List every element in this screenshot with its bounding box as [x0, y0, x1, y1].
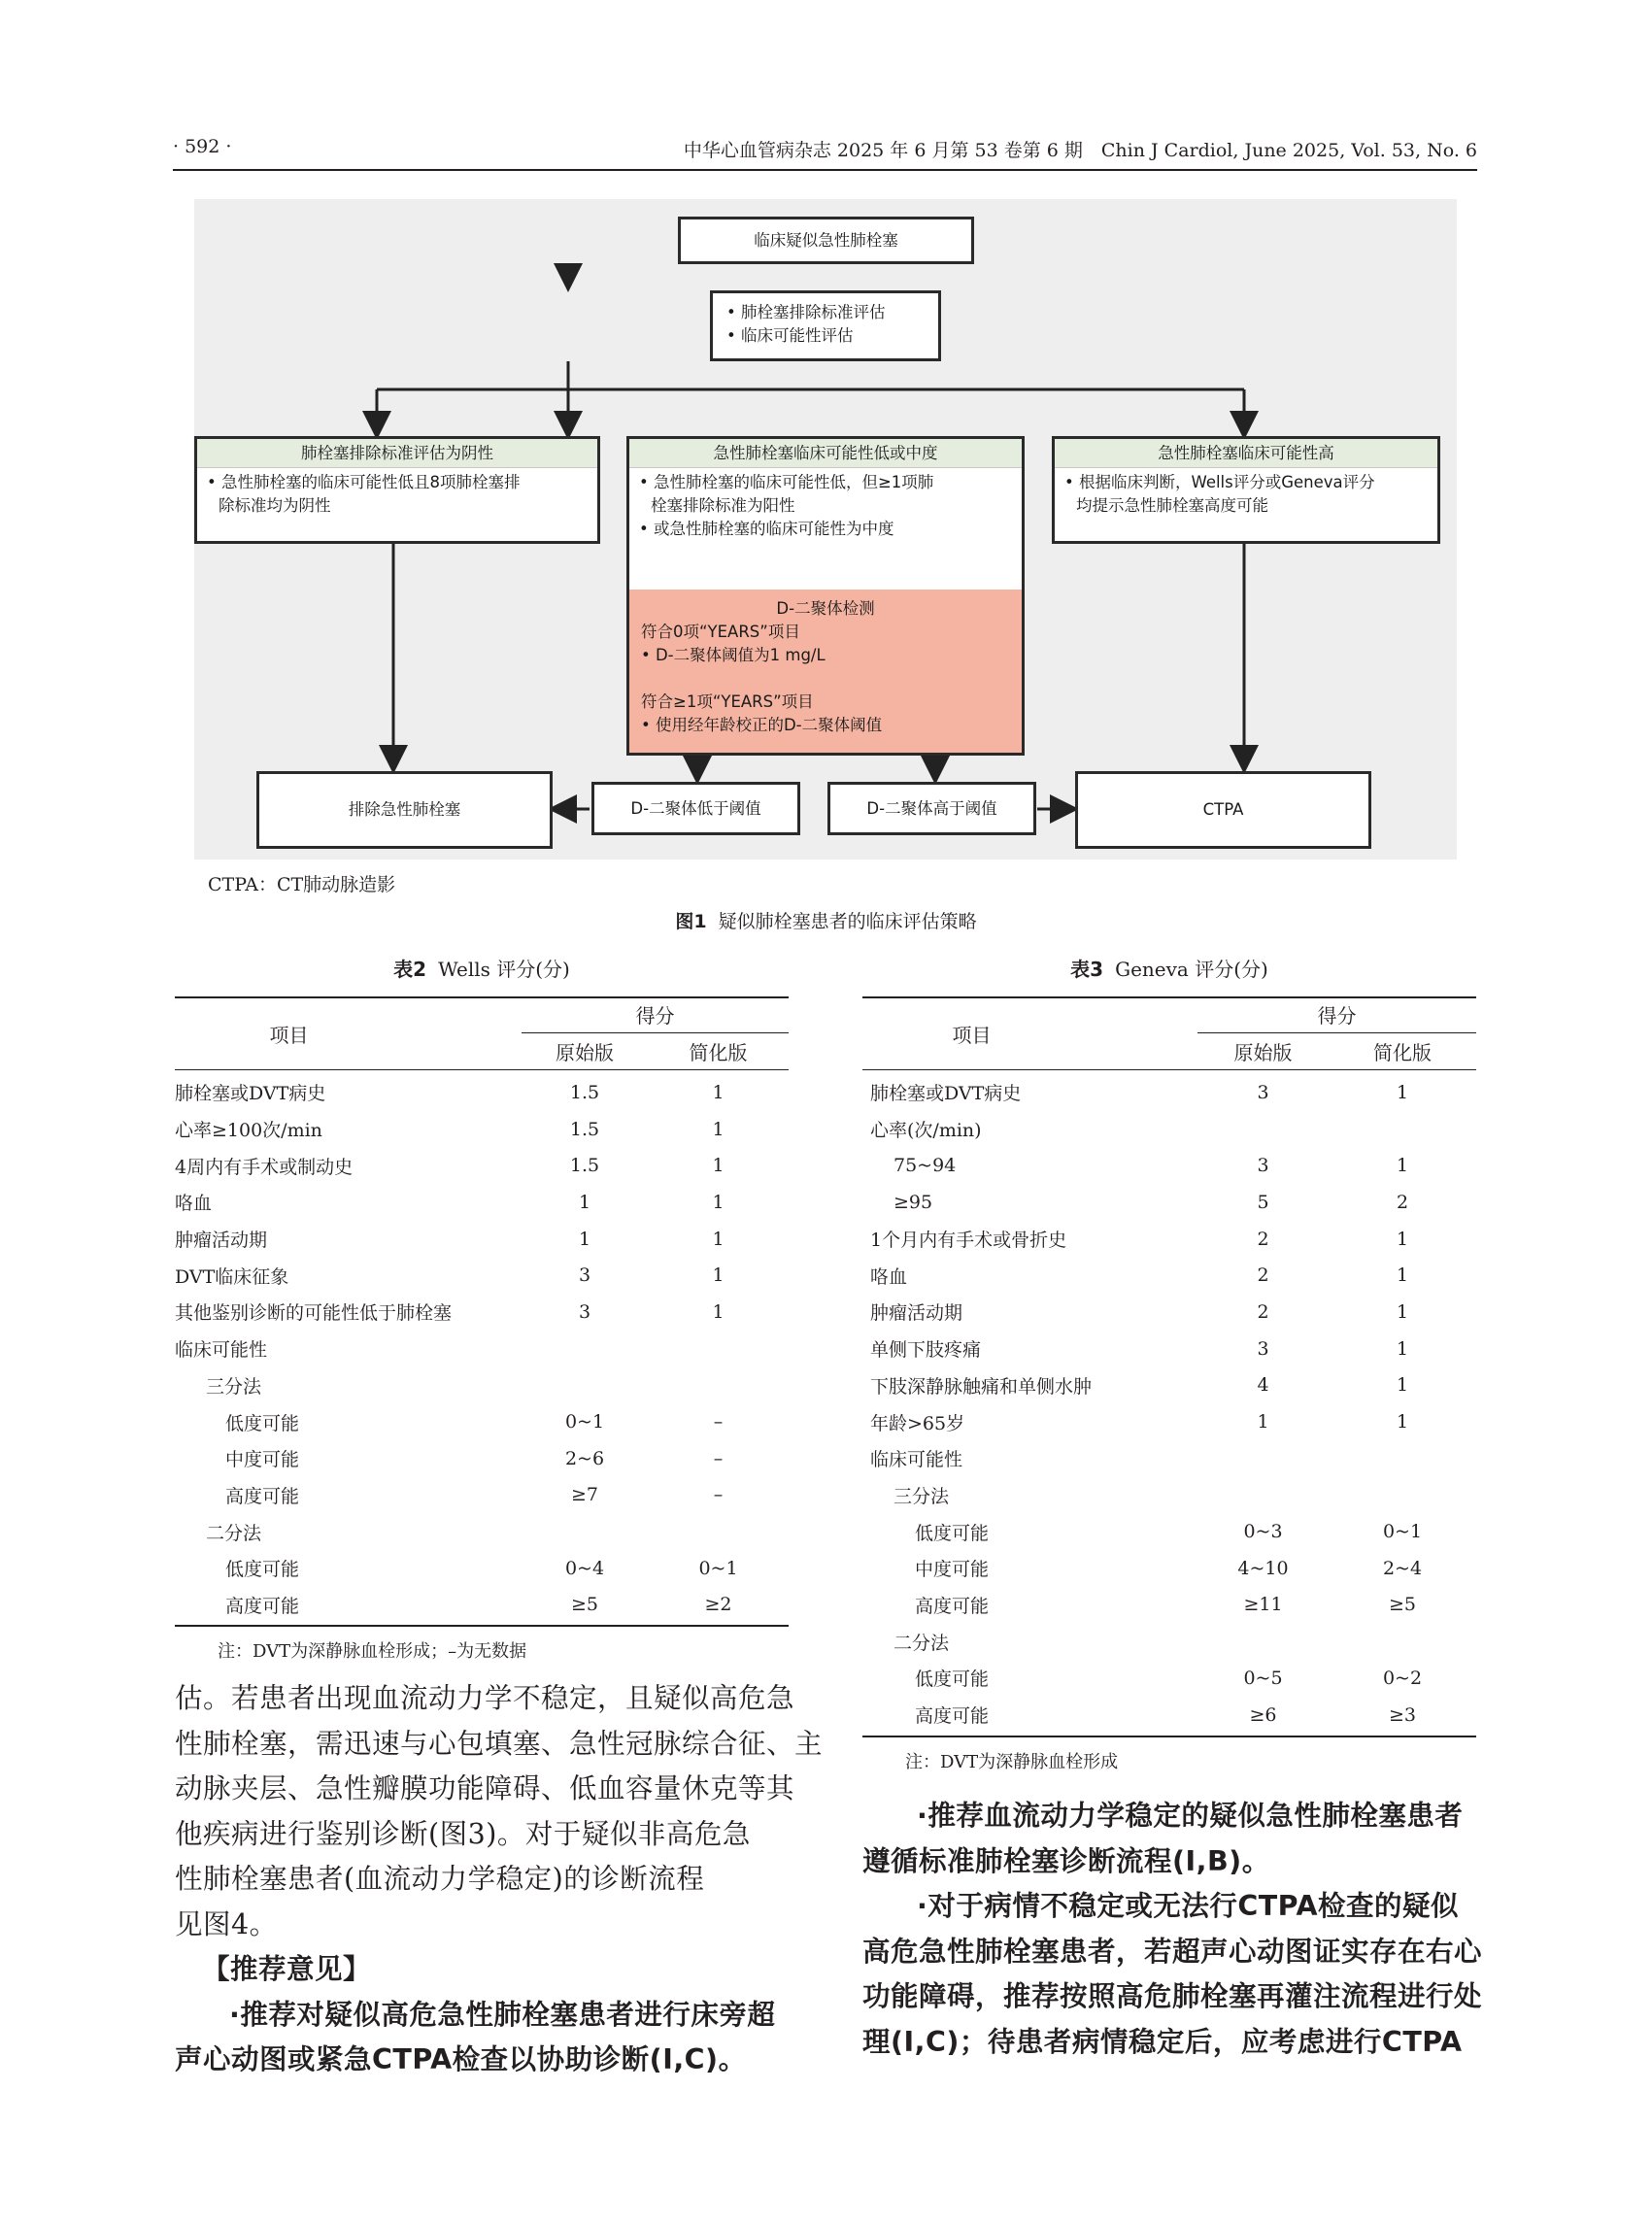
original-score: 2: [1257, 1300, 1269, 1323]
table-row: [870, 1294, 1476, 1331]
geneva-score-table: [870, 1074, 1476, 1733]
body-line: 性肺栓塞，需迅速与心包填塞、急性冠脉综合征、主: [175, 1727, 824, 1760]
table3-note: 注：DVT为深静脉血栓形成: [905, 1752, 1119, 1772]
row-label: 三分法: [893, 1485, 950, 1507]
simplified-score: [648, 1367, 789, 1404]
simplified-score: [1329, 1623, 1476, 1660]
original-score: ≥6: [1249, 1703, 1277, 1726]
body-line: 动脉夹层、急性瓣膜功能障碍、低血容量休克等其: [175, 1772, 795, 1804]
row-label: 高度可能: [915, 1705, 990, 1728]
simplified-score: –: [713, 1447, 724, 1469]
table-row: [175, 1367, 789, 1404]
row-label: 低度可能: [915, 1522, 990, 1544]
row-label: 高度可能: [915, 1595, 990, 1617]
row-label: 4周内有手术或制动史: [175, 1156, 354, 1178]
flowchart-figure: [194, 199, 1457, 860]
figure-caption: [0, 907, 1652, 933]
journal-info: 中华心血管病杂志 2025 年 6 月第 53 卷第 6 期 Chin J Cardiol, June 2025, Vol. 53, No. 6: [683, 140, 1477, 161]
row-label: 心率(次/min): [870, 1120, 982, 1142]
low-moderate-box: [626, 436, 1025, 756]
original-score: 3: [1257, 1155, 1269, 1177]
row-label: 肿瘤活动期: [870, 1302, 963, 1325]
low-moderate-line: • 急性肺栓塞的临床可能性低，但≥1项肺: [639, 473, 934, 491]
original-score: 1.5: [569, 1118, 600, 1140]
recommendation-line: 功能障碍，推荐按照高危肺栓塞再灌注流程进行处: [862, 1980, 1483, 2012]
table2-note: 注：DVT为深静脉血栓形成；–为无数据: [218, 1641, 527, 1662]
table-row: [175, 1221, 789, 1258]
recommendation-line: ·推荐血流动力学稳定的疑似急性肺栓塞患者: [917, 1800, 1464, 1832]
row-label: 高度可能: [225, 1595, 300, 1617]
simplified-score: –: [713, 1484, 724, 1506]
exclude-pe-label: 排除急性肺栓塞: [348, 800, 461, 819]
original-score: [1197, 1111, 1329, 1148]
recommendation-line: 遵循标准肺栓塞诊断流程(Ⅰ,B)。: [862, 1844, 1270, 1877]
simplified-score: 1: [712, 1264, 725, 1287]
table3-bottom-rule: [862, 1736, 1476, 1737]
simplified-score: 1: [1396, 1374, 1409, 1397]
row-label: 75~94: [893, 1155, 957, 1177]
evaluation-line: • 肺栓塞排除标准评估: [726, 303, 886, 321]
evaluation-box: [710, 290, 941, 361]
recommendation-line: ·对于病情不稳定或无法行CTPA检查的疑似: [917, 1890, 1460, 1922]
original-score: 1.5: [569, 1155, 600, 1177]
figure-note: CTPA：CT肺动脉造影: [208, 874, 396, 895]
original-score: 3: [1257, 1081, 1269, 1103]
row-label: 临床可能性: [175, 1339, 268, 1362]
perc-negative-box: [194, 436, 600, 544]
table-row: [870, 1147, 1476, 1184]
simplified-score: ≥3: [1388, 1703, 1416, 1726]
body-line: 性肺栓塞患者(血流动力学稳定)的诊断流程: [175, 1863, 705, 1895]
low-moderate-line: • 或急性肺栓塞的临床可能性为中度: [639, 520, 894, 538]
page-number: · 592 ·: [173, 136, 232, 157]
row-label: 低度可能: [225, 1412, 300, 1434]
table-row: [870, 1513, 1476, 1550]
table-row: [870, 1660, 1476, 1697]
simplified-score: [648, 1331, 789, 1367]
simplified-score: –: [713, 1411, 724, 1433]
table-row: [175, 1477, 789, 1514]
original-score: ≥11: [1243, 1594, 1283, 1616]
row-label: DVT临床征象: [175, 1265, 289, 1288]
row-label: 下肢深静脉触痛和单侧水肿: [870, 1375, 1093, 1398]
original-score: 0~4: [564, 1557, 605, 1579]
original-score: 5: [1257, 1191, 1269, 1213]
d-dimer-low-label: D-二聚体低于阈值: [630, 798, 761, 818]
high-probability-line: 均提示急性肺栓塞高度可能: [1076, 496, 1268, 515]
original-score: 1: [1257, 1411, 1269, 1433]
row-label: 高度可能: [225, 1485, 300, 1507]
table-row: [870, 1257, 1476, 1294]
row-label: 肿瘤活动期: [175, 1230, 268, 1252]
original-score: [1197, 1623, 1329, 1660]
simplified-score: 2~4: [1382, 1557, 1423, 1579]
ctpa-box: [1075, 771, 1371, 849]
figure-caption-text: 疑似肺栓塞患者的临床评估策略: [718, 911, 977, 932]
original-score: ≥5: [570, 1594, 598, 1616]
simplified-score: 1: [712, 1118, 725, 1140]
simplified-score: 1: [1396, 1300, 1409, 1323]
page-header: [173, 132, 1477, 171]
table3-original-header: 原始版: [1233, 1041, 1293, 1064]
table-row: [175, 1587, 789, 1624]
original-score: 3: [1257, 1337, 1269, 1360]
original-score: [522, 1367, 648, 1404]
table-row: [175, 1294, 789, 1331]
table-row: [870, 1623, 1476, 1660]
original-score: ≥7: [570, 1484, 598, 1506]
high-probability-line: • 根据临床判断，Wells评分或Geneva评分: [1064, 473, 1375, 491]
table2-item-header: 项目: [269, 1024, 309, 1047]
simplified-score: 1: [1396, 1228, 1409, 1250]
simplified-score: 1: [712, 1191, 725, 1213]
table-row: [870, 1111, 1476, 1148]
table-row: [870, 1331, 1476, 1367]
table-row: [870, 1367, 1476, 1404]
right-body-text: [862, 1794, 1482, 2065]
suspected-pe-box: [678, 217, 974, 264]
row-label: 年龄>65岁: [870, 1412, 965, 1434]
table2-score-rule: [522, 1032, 789, 1033]
table3-item-header: 项目: [952, 1024, 992, 1047]
wells-score-table: [175, 1074, 789, 1623]
original-score: [522, 1331, 648, 1367]
table3-score-rule: [1197, 1032, 1476, 1033]
simplified-score: 1: [1396, 1264, 1409, 1287]
table-row: [175, 1147, 789, 1184]
row-label: 中度可能: [225, 1449, 300, 1471]
table-row: [870, 1550, 1476, 1587]
original-score: 4~10: [1237, 1557, 1289, 1579]
simplified-score: 0~1: [1382, 1521, 1423, 1543]
table-row: [870, 1697, 1476, 1734]
table2-simplified-header: 简化版: [689, 1041, 748, 1064]
row-label: 心率≥100次/min: [175, 1120, 322, 1142]
simplified-score: [1329, 1440, 1476, 1477]
table-row: [175, 1184, 789, 1221]
table-row: [175, 1074, 789, 1111]
d-dimer-line: 符合≥1项“YEARS”项目: [641, 692, 814, 711]
evaluation-line: • 临床可能性评估: [726, 326, 854, 345]
ctpa-label: CTPA: [1202, 800, 1244, 819]
row-label: 咯血: [870, 1265, 908, 1288]
original-score: 2: [1257, 1264, 1269, 1287]
simplified-score: ≥2: [704, 1594, 732, 1616]
d-dimer-high-label: D-二聚体高于阈值: [866, 798, 997, 818]
table2-score-header: 得分: [635, 1004, 675, 1028]
row-label: 肺栓塞或DVT病史: [175, 1083, 326, 1105]
simplified-score: 1: [1396, 1081, 1409, 1103]
row-label: 三分法: [206, 1375, 262, 1398]
simplified-score: 0~2: [1382, 1667, 1423, 1689]
recommendation-line: ·推荐对疑似高危急性肺栓塞患者进行床旁超: [229, 1998, 776, 2031]
table3-header-rule: [862, 1069, 1476, 1070]
high-probability-box: [1052, 436, 1440, 544]
original-score: [1197, 1440, 1329, 1477]
suspected-pe-label: 临床疑似急性肺栓塞: [754, 230, 898, 250]
table-row: [870, 1587, 1476, 1624]
row-label: 低度可能: [225, 1559, 300, 1581]
d-dimer-low-box: [591, 782, 800, 835]
table-row: [175, 1403, 789, 1440]
table-row: [870, 1403, 1476, 1440]
left-body-text: [175, 1676, 823, 2083]
simplified-score: [648, 1513, 789, 1550]
table3-top-rule: [862, 996, 1476, 998]
simplified-score: [1329, 1111, 1476, 1148]
table-row: [870, 1477, 1476, 1514]
row-label: 肺栓塞或DVT病史: [870, 1083, 1022, 1105]
table3-title: [862, 954, 1476, 982]
recommendation-line: 声心动图或紧急CTPA检查以协助诊断(Ⅰ,C)。: [175, 2043, 747, 2075]
perc-negative-line: • 急性肺栓塞的临床可能性低且8项肺栓塞排: [207, 473, 521, 491]
original-score: 1.5: [569, 1081, 600, 1103]
simplified-score: 1: [1396, 1155, 1409, 1177]
row-label: 二分法: [893, 1632, 950, 1654]
table-row: [175, 1440, 789, 1477]
d-dimer-test-box: [629, 590, 1022, 753]
simplified-score: 1: [712, 1155, 725, 1177]
original-score: 2~6: [564, 1447, 605, 1469]
original-score: 0~3: [1243, 1521, 1283, 1543]
table-row: [870, 1184, 1476, 1221]
perc-negative-line: 除标准均为阴性: [219, 496, 331, 515]
simplified-score: 1: [712, 1300, 725, 1323]
simplified-score: 0~1: [698, 1557, 738, 1579]
table2-top-rule: [175, 996, 789, 998]
row-label: 二分法: [206, 1522, 262, 1544]
d-dimer-line: • D-二聚体阈值为1 mg/L: [641, 646, 826, 664]
original-score: 3: [578, 1264, 591, 1287]
row-label: 其他鉴别诊断的可能性低于肺栓塞: [175, 1302, 453, 1325]
original-score: [522, 1513, 648, 1550]
low-moderate-line: 栓塞排除标准为阳性: [651, 496, 795, 515]
row-label: 低度可能: [915, 1669, 990, 1691]
table-row: [175, 1550, 789, 1587]
row-label: 临床可能性: [870, 1449, 963, 1471]
simplified-score: 1: [712, 1228, 725, 1250]
row-label: 1个月内有手术或骨折史: [870, 1230, 1067, 1252]
recommendation-heading: 【推荐意见】: [202, 1953, 372, 1985]
table-row: [175, 1111, 789, 1148]
table2-bottom-rule: [175, 1625, 789, 1627]
original-score: [1197, 1477, 1329, 1514]
original-score: 0~1: [564, 1411, 605, 1433]
table3-title-text: Geneva 评分(分): [1115, 958, 1268, 981]
perc-negative-title: 肺栓塞排除标准评估为阴性: [197, 439, 597, 468]
table2-title: [175, 954, 789, 982]
high-probability-title: 急性肺栓塞临床可能性高: [1055, 439, 1437, 468]
original-score: 1: [578, 1191, 591, 1213]
row-label: 中度可能: [915, 1559, 990, 1581]
recommendation-line: 高危急性肺栓塞患者，若超声心动图证实存在右心: [862, 1935, 1483, 1968]
simplified-score: 2: [1396, 1191, 1409, 1213]
table-row: [175, 1257, 789, 1294]
d-dimer-line: • 使用经年龄校正的D-二聚体阈值: [641, 716, 883, 734]
table3-simplified-header: 简化版: [1373, 1041, 1432, 1064]
simplified-score: ≥5: [1388, 1594, 1416, 1616]
original-score: 3: [578, 1300, 591, 1323]
table-row: [175, 1513, 789, 1550]
figure-label: 图1: [675, 911, 707, 932]
body-line: 他疾病进行鉴别诊断(图3)。对于疑似非高危急: [175, 1817, 751, 1850]
row-label: ≥95: [893, 1191, 933, 1213]
table-row: [175, 1331, 789, 1367]
d-dimer-line: 符合0项“YEARS”项目: [641, 623, 800, 641]
table-row: [870, 1440, 1476, 1477]
original-score: 4: [1257, 1374, 1269, 1397]
original-score: 1: [578, 1228, 591, 1250]
simplified-score: 1: [712, 1081, 725, 1103]
table2-title-text: Wells 评分(分): [438, 958, 570, 981]
body-line: 估。若患者出现血流动力学不稳定，且疑似高危急: [175, 1682, 795, 1714]
table-row: [870, 1074, 1476, 1111]
exclude-pe-box: [256, 771, 553, 849]
table2-label: 表2: [393, 958, 427, 981]
table2-header-rule: [175, 1069, 789, 1070]
d-dimer-high-box: [827, 782, 1036, 835]
simplified-score: [1329, 1477, 1476, 1514]
recommendation-line: 理(Ⅰ,C)；待患者病情稳定后，应考虑进行CTPA: [862, 2025, 1463, 2058]
d-dimer-title: D-二聚体检测: [776, 599, 875, 618]
table2-original-header: 原始版: [556, 1041, 614, 1064]
table-row: [870, 1221, 1476, 1258]
table3-score-header: 得分: [1317, 1004, 1357, 1028]
table3-label: 表3: [1070, 958, 1104, 981]
row-label: 单侧下肢疼痛: [870, 1339, 982, 1362]
simplified-score: 1: [1396, 1337, 1409, 1360]
original-score: 0~5: [1243, 1667, 1283, 1689]
simplified-score: 1: [1396, 1411, 1409, 1433]
body-line: 见图4。: [175, 1907, 278, 1940]
row-label: 咯血: [175, 1193, 213, 1215]
original-score: 2: [1257, 1228, 1269, 1250]
low-moderate-title: 急性肺栓塞临床可能性低或中度: [629, 439, 1022, 468]
